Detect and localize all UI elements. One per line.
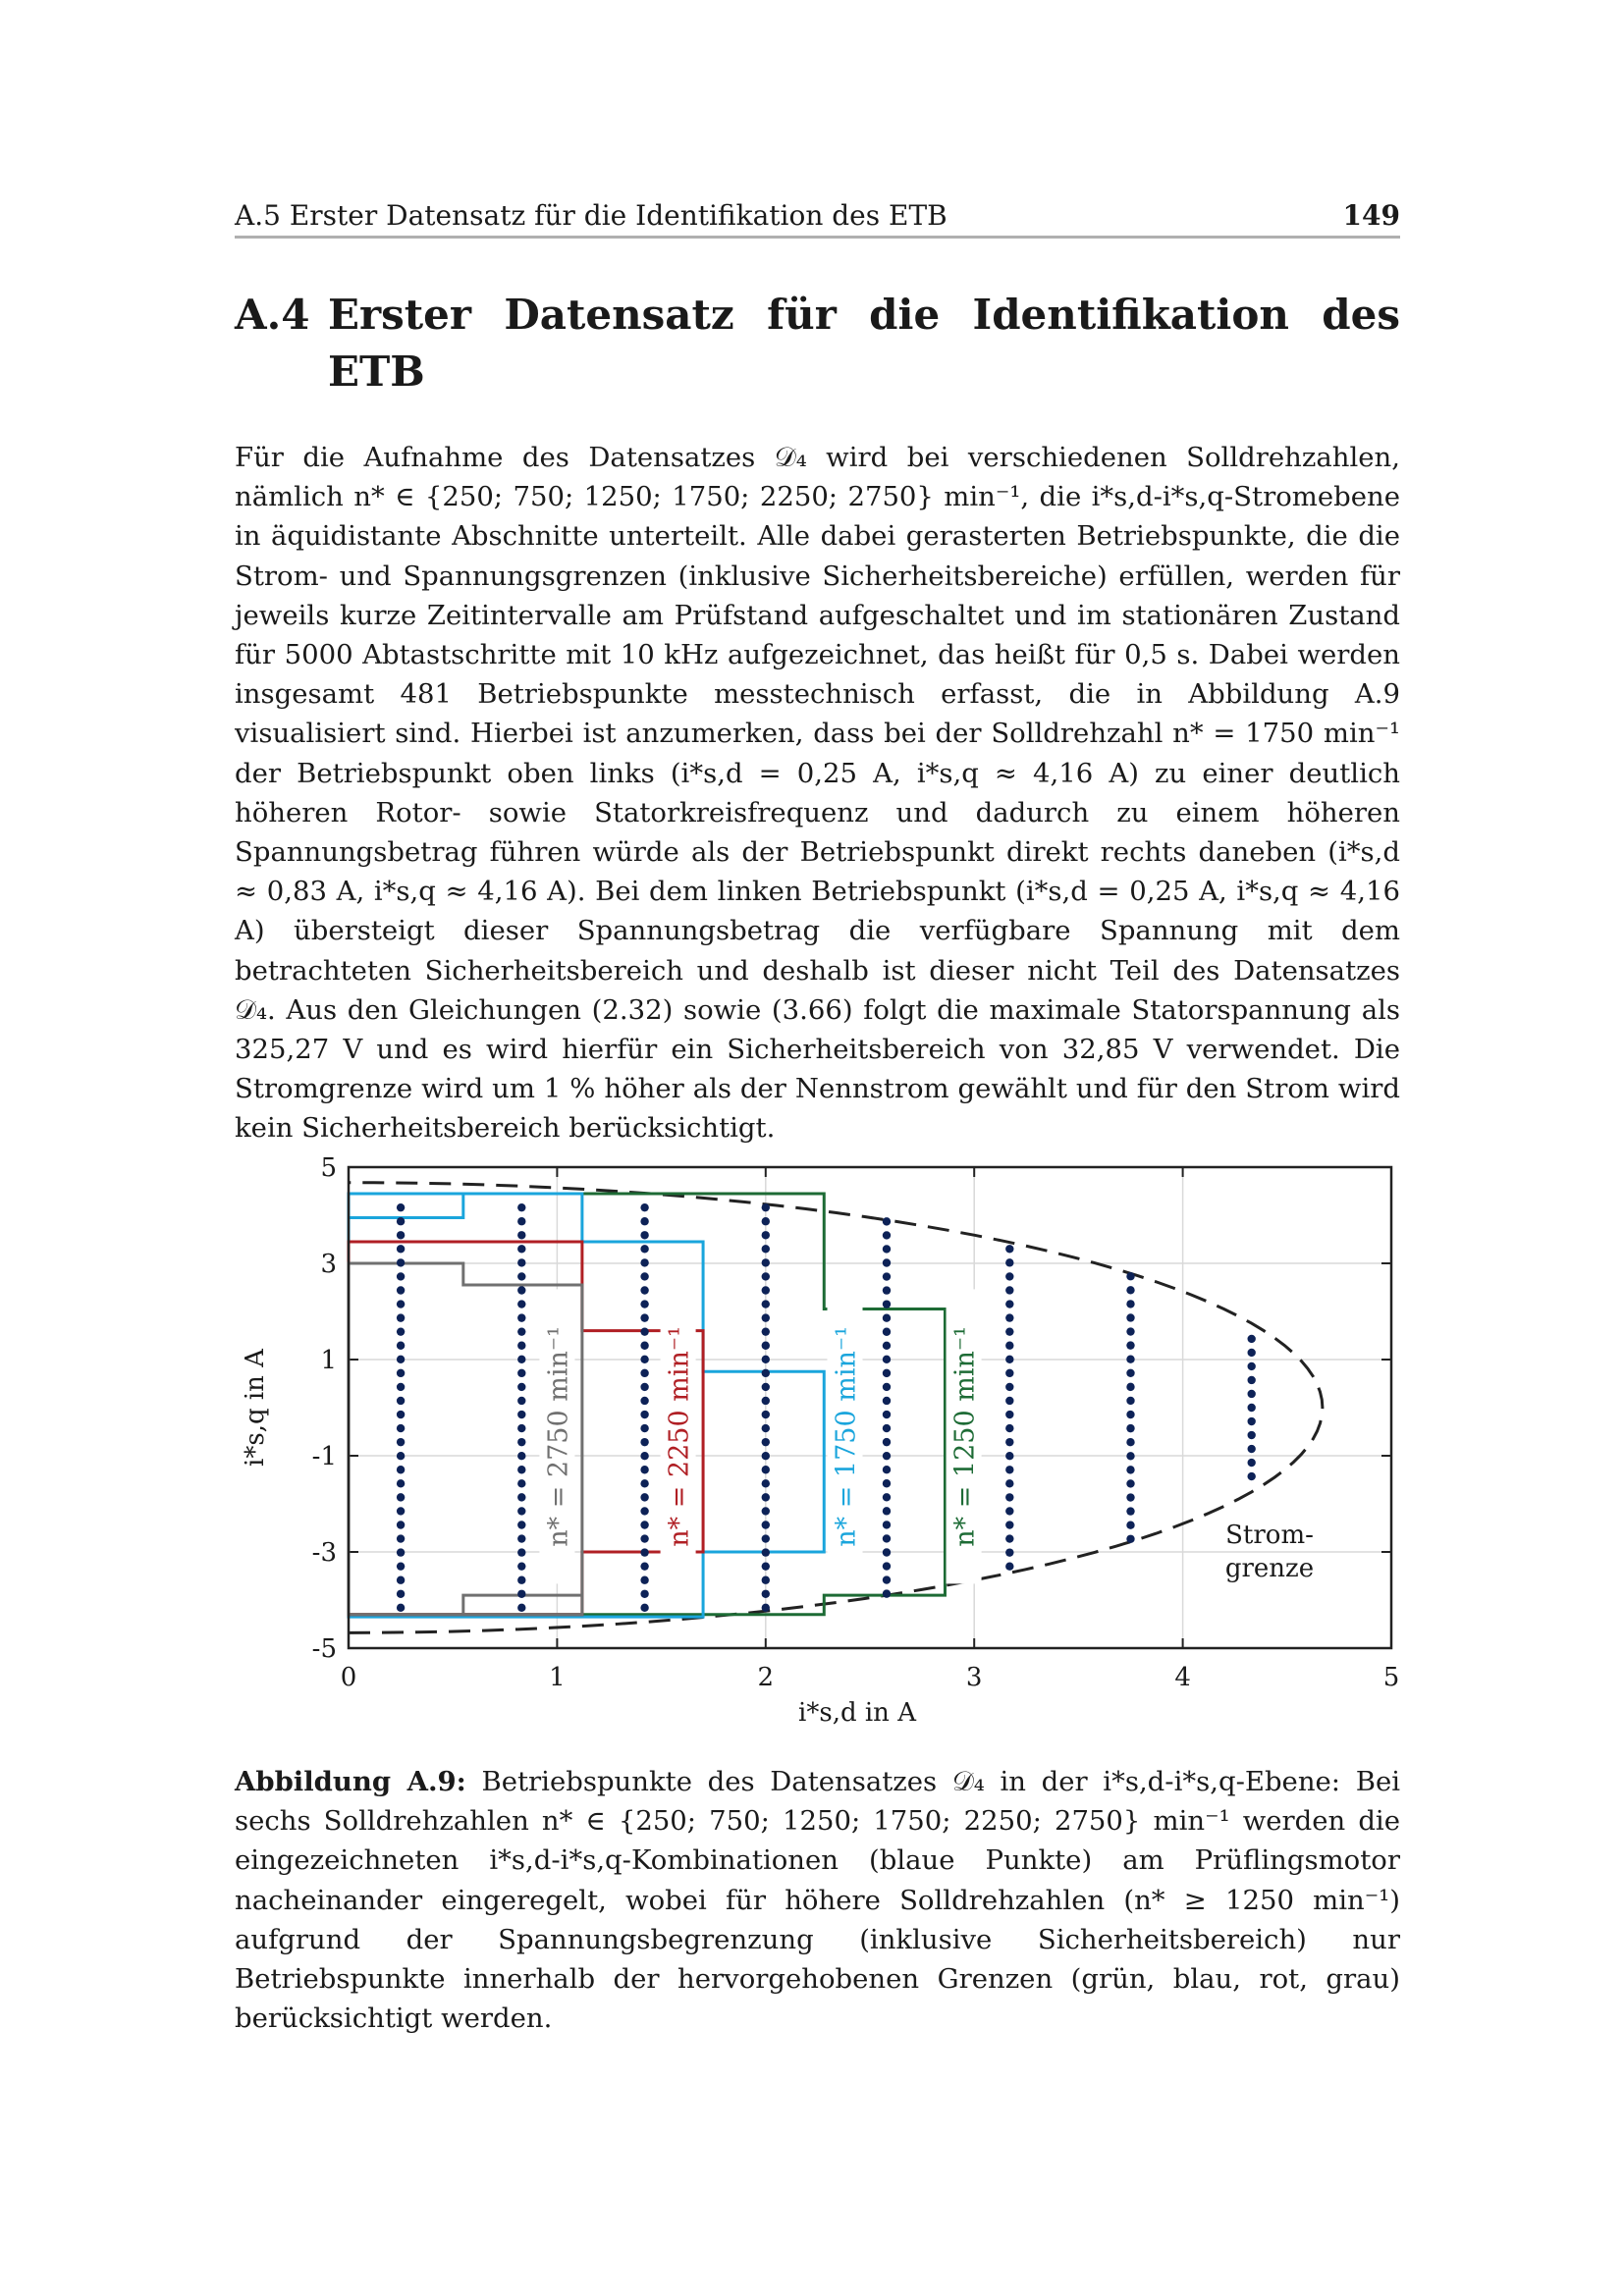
figure-a9: [226, 1153, 1414, 1742]
operating-point: [397, 1286, 405, 1294]
operating-point: [762, 1300, 770, 1308]
operating-point: [397, 1507, 405, 1515]
operating-point: [640, 1576, 648, 1584]
operating-point: [397, 1438, 405, 1446]
section-number: A.4: [235, 291, 310, 339]
operating-point: [640, 1272, 648, 1280]
page-number: 149: [1342, 199, 1400, 232]
x-tick-label: 0: [340, 1663, 357, 1692]
operating-point: [517, 1258, 525, 1266]
operating-point: [762, 1217, 770, 1225]
operating-point: [397, 1327, 405, 1335]
operating-point: [640, 1313, 648, 1321]
operating-point: [1247, 1362, 1255, 1370]
operating-point: [1126, 1397, 1134, 1405]
operating-point: [1005, 1383, 1013, 1391]
operating-points-chart: [226, 1153, 1414, 1742]
operating-point: [762, 1356, 770, 1363]
y-axis-label: i*s,q in A: [241, 1349, 270, 1467]
x-axis-label: i*s,d in A: [798, 1698, 916, 1728]
operating-point: [1126, 1313, 1134, 1321]
operating-point: [1126, 1466, 1134, 1473]
operating-point: [1126, 1479, 1134, 1487]
operating-point: [517, 1245, 525, 1253]
section-title-line1: Erster Datensatz für die Identifikation des: [328, 291, 1400, 339]
operating-point: [397, 1342, 405, 1350]
operating-point: [762, 1327, 770, 1335]
operating-point: [762, 1383, 770, 1391]
operating-point: [640, 1411, 648, 1418]
operating-point: [1247, 1376, 1255, 1384]
operating-point: [1005, 1411, 1013, 1418]
operating-point: [517, 1590, 525, 1598]
operating-point: [640, 1327, 648, 1335]
operating-point: [397, 1245, 405, 1253]
current-limit-label-line2: grenze: [1224, 1554, 1315, 1583]
figure-caption: [235, 1762, 1400, 2038]
operating-point: [517, 1313, 525, 1321]
operating-point: [883, 1397, 891, 1405]
operating-point: [517, 1327, 525, 1335]
y-tick-label: 3: [320, 1250, 337, 1279]
operating-point: [397, 1383, 405, 1391]
operating-point: [1126, 1383, 1134, 1391]
operating-point: [397, 1604, 405, 1612]
operating-point: [517, 1272, 525, 1280]
operating-point: [397, 1493, 405, 1501]
operating-point: [883, 1356, 891, 1363]
operating-point: [1126, 1327, 1134, 1335]
operating-point: [517, 1534, 525, 1542]
operating-point: [397, 1562, 405, 1570]
operating-point: [1126, 1507, 1134, 1515]
operating-point: [517, 1493, 525, 1501]
operating-point: [517, 1466, 525, 1473]
operating-point: [762, 1313, 770, 1321]
operating-point: [1005, 1245, 1013, 1253]
operating-point: [762, 1203, 770, 1211]
operating-point: [397, 1576, 405, 1584]
operating-point: [397, 1300, 405, 1308]
operating-point: [762, 1521, 770, 1528]
operating-point: [883, 1424, 891, 1432]
operating-point: [517, 1300, 525, 1308]
boundary-1750-segment: [349, 1194, 463, 1218]
operating-point: [1005, 1479, 1013, 1487]
x-tick-label: 2: [757, 1663, 775, 1692]
operating-point: [883, 1534, 891, 1542]
operating-point: [1126, 1356, 1134, 1363]
operating-point: [883, 1507, 891, 1515]
operating-point: [762, 1424, 770, 1432]
operating-point: [640, 1245, 648, 1253]
operating-point: [1005, 1466, 1013, 1473]
operating-point: [640, 1300, 648, 1308]
operating-point: [517, 1383, 525, 1391]
operating-point: [517, 1562, 525, 1570]
operating-point: [1005, 1342, 1013, 1350]
operating-point: [517, 1452, 525, 1460]
operating-point: [762, 1231, 770, 1239]
operating-point: [1247, 1431, 1255, 1439]
operating-point: [1005, 1258, 1013, 1266]
operating-point: [517, 1424, 525, 1432]
operating-point: [517, 1604, 525, 1612]
operating-point: [883, 1438, 891, 1446]
operating-point: [397, 1424, 405, 1432]
operating-point: [1005, 1286, 1013, 1294]
operating-point: [1247, 1459, 1255, 1467]
operating-point: [640, 1203, 648, 1211]
operating-point: [397, 1521, 405, 1528]
running-title: A.5 Erster Datensatz für die Identifikation des ETB: [235, 199, 947, 232]
boundary-label-1750: n* = 1750 min⁻¹: [831, 1326, 862, 1547]
operating-point: [762, 1272, 770, 1280]
operating-point: [397, 1590, 405, 1598]
caption-paragraph: [235, 1762, 1400, 2038]
operating-point: [640, 1286, 648, 1294]
operating-point: [762, 1562, 770, 1570]
boundary-label-2250: n* = 2250 min⁻¹: [664, 1326, 695, 1547]
operating-point: [640, 1356, 648, 1363]
operating-point: [1126, 1424, 1134, 1432]
operating-point: [517, 1576, 525, 1584]
operating-point: [883, 1286, 891, 1294]
operating-point: [883, 1258, 891, 1266]
operating-point: [1126, 1411, 1134, 1418]
operating-point: [517, 1521, 525, 1528]
operating-point: [762, 1576, 770, 1584]
operating-point: [883, 1452, 891, 1460]
x-tick-label: 4: [1174, 1663, 1191, 1692]
operating-point: [762, 1452, 770, 1460]
operating-point: [883, 1466, 891, 1473]
operating-point: [517, 1231, 525, 1239]
header-rule: [235, 236, 1400, 239]
operating-point: [640, 1342, 648, 1350]
operating-point: [397, 1356, 405, 1363]
operating-point: [1005, 1313, 1013, 1321]
operating-point: [762, 1604, 770, 1612]
operating-point: [762, 1286, 770, 1294]
operating-point: [517, 1548, 525, 1556]
operating-point: [640, 1493, 648, 1501]
operating-point: [1247, 1349, 1255, 1357]
section-title-line2: ETB: [328, 347, 425, 396]
operating-point: [1126, 1341, 1134, 1349]
x-tick-label: 5: [1382, 1663, 1400, 1692]
operating-point: [397, 1397, 405, 1405]
operating-point: [883, 1493, 891, 1501]
x-tick-label: 3: [965, 1663, 983, 1692]
operating-point: [517, 1479, 525, 1487]
operating-point: [1247, 1390, 1255, 1398]
operating-point: [883, 1479, 891, 1487]
operating-point: [883, 1342, 891, 1350]
operating-point: [1005, 1397, 1013, 1405]
operating-point: [640, 1258, 648, 1266]
operating-point: [1005, 1493, 1013, 1501]
operating-point: [883, 1411, 891, 1418]
operating-point: [1005, 1548, 1013, 1556]
operating-point: [640, 1548, 648, 1556]
operating-point: [883, 1328, 891, 1336]
operating-point: [640, 1521, 648, 1528]
operating-point: [762, 1534, 770, 1542]
y-tick-label: -5: [311, 1634, 337, 1664]
operating-point: [640, 1534, 648, 1542]
operating-point: [517, 1217, 525, 1225]
operating-point: [762, 1590, 770, 1598]
operating-point: [397, 1369, 405, 1377]
y-tick-label: 1: [320, 1346, 337, 1375]
point-layer: [397, 1203, 1256, 1612]
operating-point: [397, 1272, 405, 1280]
operating-point: [397, 1231, 405, 1239]
operating-point: [1005, 1369, 1013, 1377]
operating-point: [883, 1272, 891, 1280]
operating-point: [517, 1342, 525, 1350]
operating-point: [762, 1548, 770, 1556]
operating-point: [640, 1424, 648, 1432]
operating-point: [762, 1342, 770, 1350]
operating-point: [640, 1369, 648, 1377]
operating-point: [397, 1217, 405, 1225]
operating-point: [883, 1313, 891, 1321]
operating-point: [397, 1466, 405, 1473]
operating-point: [1005, 1534, 1013, 1542]
operating-point: [1126, 1452, 1134, 1460]
operating-point: [883, 1575, 891, 1583]
operating-point: [1126, 1493, 1134, 1501]
operating-point: [517, 1397, 525, 1405]
operating-point: [1126, 1300, 1134, 1308]
operating-point: [762, 1245, 770, 1253]
operating-point: [762, 1438, 770, 1446]
text-layer: [539, 1289, 981, 1583]
operating-point: [397, 1313, 405, 1321]
operating-point: [517, 1286, 525, 1294]
operating-point: [1005, 1327, 1013, 1335]
operating-point: [1126, 1286, 1134, 1294]
operating-point: [1247, 1445, 1255, 1453]
operating-point: [397, 1411, 405, 1418]
y-tick-label: -1: [311, 1442, 337, 1471]
operating-point: [640, 1590, 648, 1598]
operating-point: [397, 1548, 405, 1556]
operating-point: [640, 1231, 648, 1239]
operating-point: [1005, 1507, 1013, 1515]
operating-point: [1005, 1452, 1013, 1460]
operating-point: [1005, 1563, 1013, 1571]
operating-point: [883, 1562, 891, 1570]
operating-point: [1126, 1369, 1134, 1377]
operating-point: [762, 1369, 770, 1377]
operating-point: [1126, 1535, 1134, 1543]
operating-point: [1005, 1300, 1013, 1308]
operating-point: [640, 1438, 648, 1446]
operating-point: [640, 1383, 648, 1391]
operating-point: [1247, 1417, 1255, 1425]
operating-point: [640, 1452, 648, 1460]
operating-point: [517, 1438, 525, 1446]
running-head: [235, 192, 1400, 232]
operating-point: [1005, 1438, 1013, 1446]
operating-point: [883, 1231, 891, 1239]
operating-point: [883, 1300, 891, 1308]
operating-point: [1247, 1404, 1255, 1412]
operating-point: [883, 1589, 891, 1597]
operating-point: [517, 1369, 525, 1377]
operating-point: [762, 1397, 770, 1405]
operating-point: [883, 1369, 891, 1377]
body-text: [235, 438, 1400, 1148]
operating-point: [1005, 1521, 1013, 1528]
operating-point: [517, 1507, 525, 1515]
operating-point: [517, 1203, 525, 1211]
body-paragraph: Für die Aufnahme des Datensatzes 𝒟₄ wird bei verschiedenen Solldrehzahlen, nämlich n* ∈ {250; 750; 1250; 1750; 2250; 2750} min⁻¹, die i*s,d-i*s,q-Stromebene in äquidistante Abschnitte unterteilt. Alle dabei gerasterten Betriebspunkte, die die Strom- und Spannungsgrenzen (inklusive Sicherheitsbereiche) erfüllen, werden für jeweils kurze Zeitintervalle am Prüfstand aufgeschaltet und im stationären Zustand für 5000 Abtastschritte mit 10 kHz aufgezeichnet, das heißt für 0,5 s. Dabei werden insgesamt 481 Betriebspunkte messtechnisch erfasst, die in Abbildung A.9 visualisiert sind. Hierbei ist anzumerken, dass bei der Solldrehzahl n* = 1750 min⁻¹ der Betriebspunkt oben links (i*s,d = 0,25 A, i*s,q ≈ 4,16 A) zu einer deutlich höheren Rotor- sowie Statorkreisfrequenz und dadurch zu einem höheren Spannungsbetrag führen würde als der Betriebspunkt direkt rechts daneben (i*s,d ≈ 0,83 A, i*s,q ≈ 4,16 A). Bei dem linken Betriebspunkt (i*s,d = 0,25 A, i*s,q ≈ 4,16 A) übersteigt dieser Spannungsbetrag die verfügbare Spannung mit dem betrachteten Sicherheitsbereich und deshalb ist dieser nicht Teil des Datensatzes 𝒟₄. Aus den Gleichungen (2.32) sowie (3.66) folgt die maximale Statorspannung als 325,27 V und es wird hierfür ein Sicherheitsbereich von 32,85 V verwendet. Die Stromgrenze wird um 1 % höher als der Nennstrom gewählt und für den Strom wird kein Sicherheitsbereich berücksichtigt.: [235, 442, 1400, 1145]
operating-point: [640, 1217, 648, 1225]
boundary-label-2750: n* = 2750 min⁻¹: [543, 1326, 574, 1547]
operating-point: [1005, 1272, 1013, 1280]
y-tick-label: 5: [320, 1153, 337, 1183]
operating-point: [1247, 1472, 1255, 1480]
caption-text: Betriebspunkte des Datensatzes 𝒟₄ in der i*s,d-i*s,q-Ebene: Bei sechs Solldrehzahlen n* ∈ {250; 750; 1250; 1750; 2250; 2750} min⁻¹ werden die eingezeichneten i*s,d-i*s,q-Kombinationen (blaue Punkte) am Prüflingsmotor nacheinander eingeregelt, wobei für höhere Solldrehzahlen (n* ≥ 1250 min⁻¹) aufgrund der Spannungsbegrenzung (inklusive Sicherheitsbereich) nur Betriebspunkte innerhalb der hervorgehobenen Grenzen (grün, blau, rot, grau) berücksichtigt werden.: [235, 1766, 1401, 2035]
operating-point: [397, 1203, 405, 1211]
operating-point: [883, 1521, 891, 1528]
operating-point: [1126, 1272, 1134, 1280]
operating-point: [883, 1548, 891, 1556]
operating-point: [883, 1245, 891, 1253]
operating-point: [397, 1452, 405, 1460]
operating-point: [640, 1507, 648, 1515]
operating-point: [1247, 1335, 1255, 1343]
operating-point: [640, 1562, 648, 1570]
operating-point: [1126, 1438, 1134, 1446]
y-tick-labels: [312, 1153, 337, 1664]
operating-point: [397, 1479, 405, 1487]
operating-point: [517, 1356, 525, 1363]
operating-point: [762, 1479, 770, 1487]
x-tick-labels: [341, 1663, 1400, 1692]
boundary-label-1250: n* = 1250 min⁻¹: [949, 1326, 981, 1547]
operating-point: [640, 1397, 648, 1405]
operating-point: [883, 1383, 891, 1391]
x-tick-label: 1: [549, 1663, 566, 1692]
operating-point: [640, 1604, 648, 1612]
operating-point: [397, 1534, 405, 1542]
operating-point: [883, 1217, 891, 1225]
operating-point: [640, 1466, 648, 1473]
operating-point: [1005, 1424, 1013, 1432]
caption-label: Abbildung A.9:: [235, 1766, 466, 1797]
operating-point: [640, 1479, 648, 1487]
operating-point: [1126, 1521, 1134, 1528]
operating-point: [762, 1507, 770, 1515]
y-tick-label: -3: [311, 1538, 337, 1568]
operating-point: [762, 1466, 770, 1473]
operating-point: [517, 1411, 525, 1418]
operating-point: [1005, 1356, 1013, 1363]
operating-point: [397, 1258, 405, 1266]
operating-point: [762, 1411, 770, 1418]
operating-point: [762, 1493, 770, 1501]
current-limit-label-line1: Strom-: [1225, 1521, 1314, 1550]
operating-point: [762, 1258, 770, 1266]
